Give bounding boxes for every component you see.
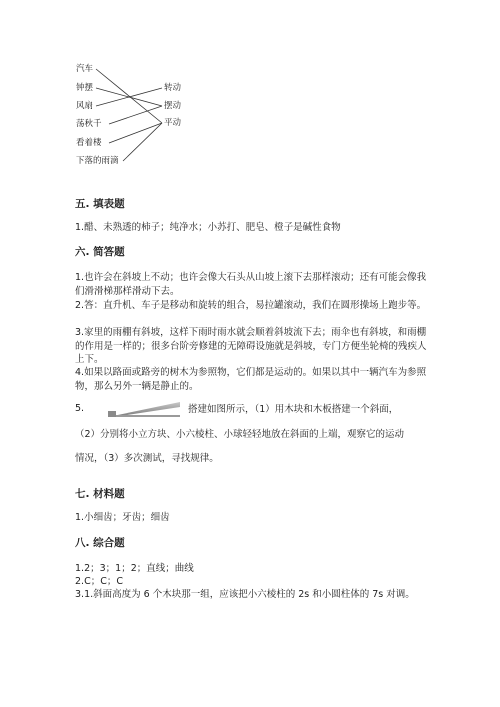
match-left-item: 看着楼: [76, 138, 102, 148]
answer-item: 1.也许会在斜坡上不动；也许会像大石头从山坡上滚下去那样滚动；还有可能会像我们滑滑梯那样滑动下去。: [75, 272, 427, 297]
match-line: [123, 123, 162, 161]
item5-line2: （2）分别将小立方块、小六棱柱、小球轻轻地放在斜面的上端，观察它的运动: [75, 429, 405, 440]
match-left-item: 下落的雨滴: [76, 156, 119, 166]
section-title: 六. 简答题: [75, 246, 125, 258]
section-title: 五. 填表题: [75, 198, 125, 210]
match-left-item: 荡秋千: [76, 119, 102, 129]
ramp-image: [106, 398, 182, 418]
answer-item: 2.C；C；C: [75, 576, 123, 587]
item5-line1: 搭建如图所示，（1）用木块和木板搭建一个斜面，: [188, 404, 399, 415]
item5-line3: 情况，（3）多次测试，寻找规律。: [75, 453, 219, 464]
section-title: 八. 综合题: [75, 537, 125, 549]
section-title: 七. 材料题: [75, 488, 125, 500]
match-left-item: 钟摆: [76, 83, 94, 93]
match-right-item: 摆动: [164, 101, 182, 111]
matching-lines: [0, 0, 500, 180]
match-line: [109, 123, 162, 143]
match-line: [96, 69, 162, 123]
answer-text: 1.醋、未熟透的柿子；纯净水；小苏打、肥皂、橙子是碱性食物: [75, 222, 341, 233]
answer-item: 4.如果以路面或路旁的树木为参照物，它们都是运动的。如果以其中一辆汽车为参照物，那么另外一辆是静止的。: [75, 367, 427, 392]
answer-item: 1.2；3；1；2；直线；曲线: [75, 563, 194, 574]
answer-item: 3.家里的雨棚有斜坡，这样下雨时雨水就会顺着斜坡流下去；雨伞也有斜坡，和雨棚的作用是一样的；很多台阶旁修建的无障碍设施就是斜坡，专门方便坐轮椅的残疾人上下。: [75, 327, 427, 365]
match-right-item: 转动: [164, 83, 182, 93]
answer-text: 1.小细齿；牙齿；细齿: [75, 512, 170, 523]
answer-item: 2.答：直升机、车子是移动和旋转的组合，易拉罐滚动，我们在圆形操场上跑步等。: [75, 300, 427, 311]
item-number: 5.: [75, 403, 85, 414]
answer-item: 3.1.斜面高度为 6 个木块那一组，应该把小六棱柱的 2s 和小圆柱体的 7s 对调。: [75, 589, 415, 600]
match-left-item: 风扇: [76, 101, 94, 111]
match-left-item: 汽车: [76, 64, 94, 74]
match-right-item: 平动: [164, 118, 182, 128]
match-line: [109, 106, 162, 124]
